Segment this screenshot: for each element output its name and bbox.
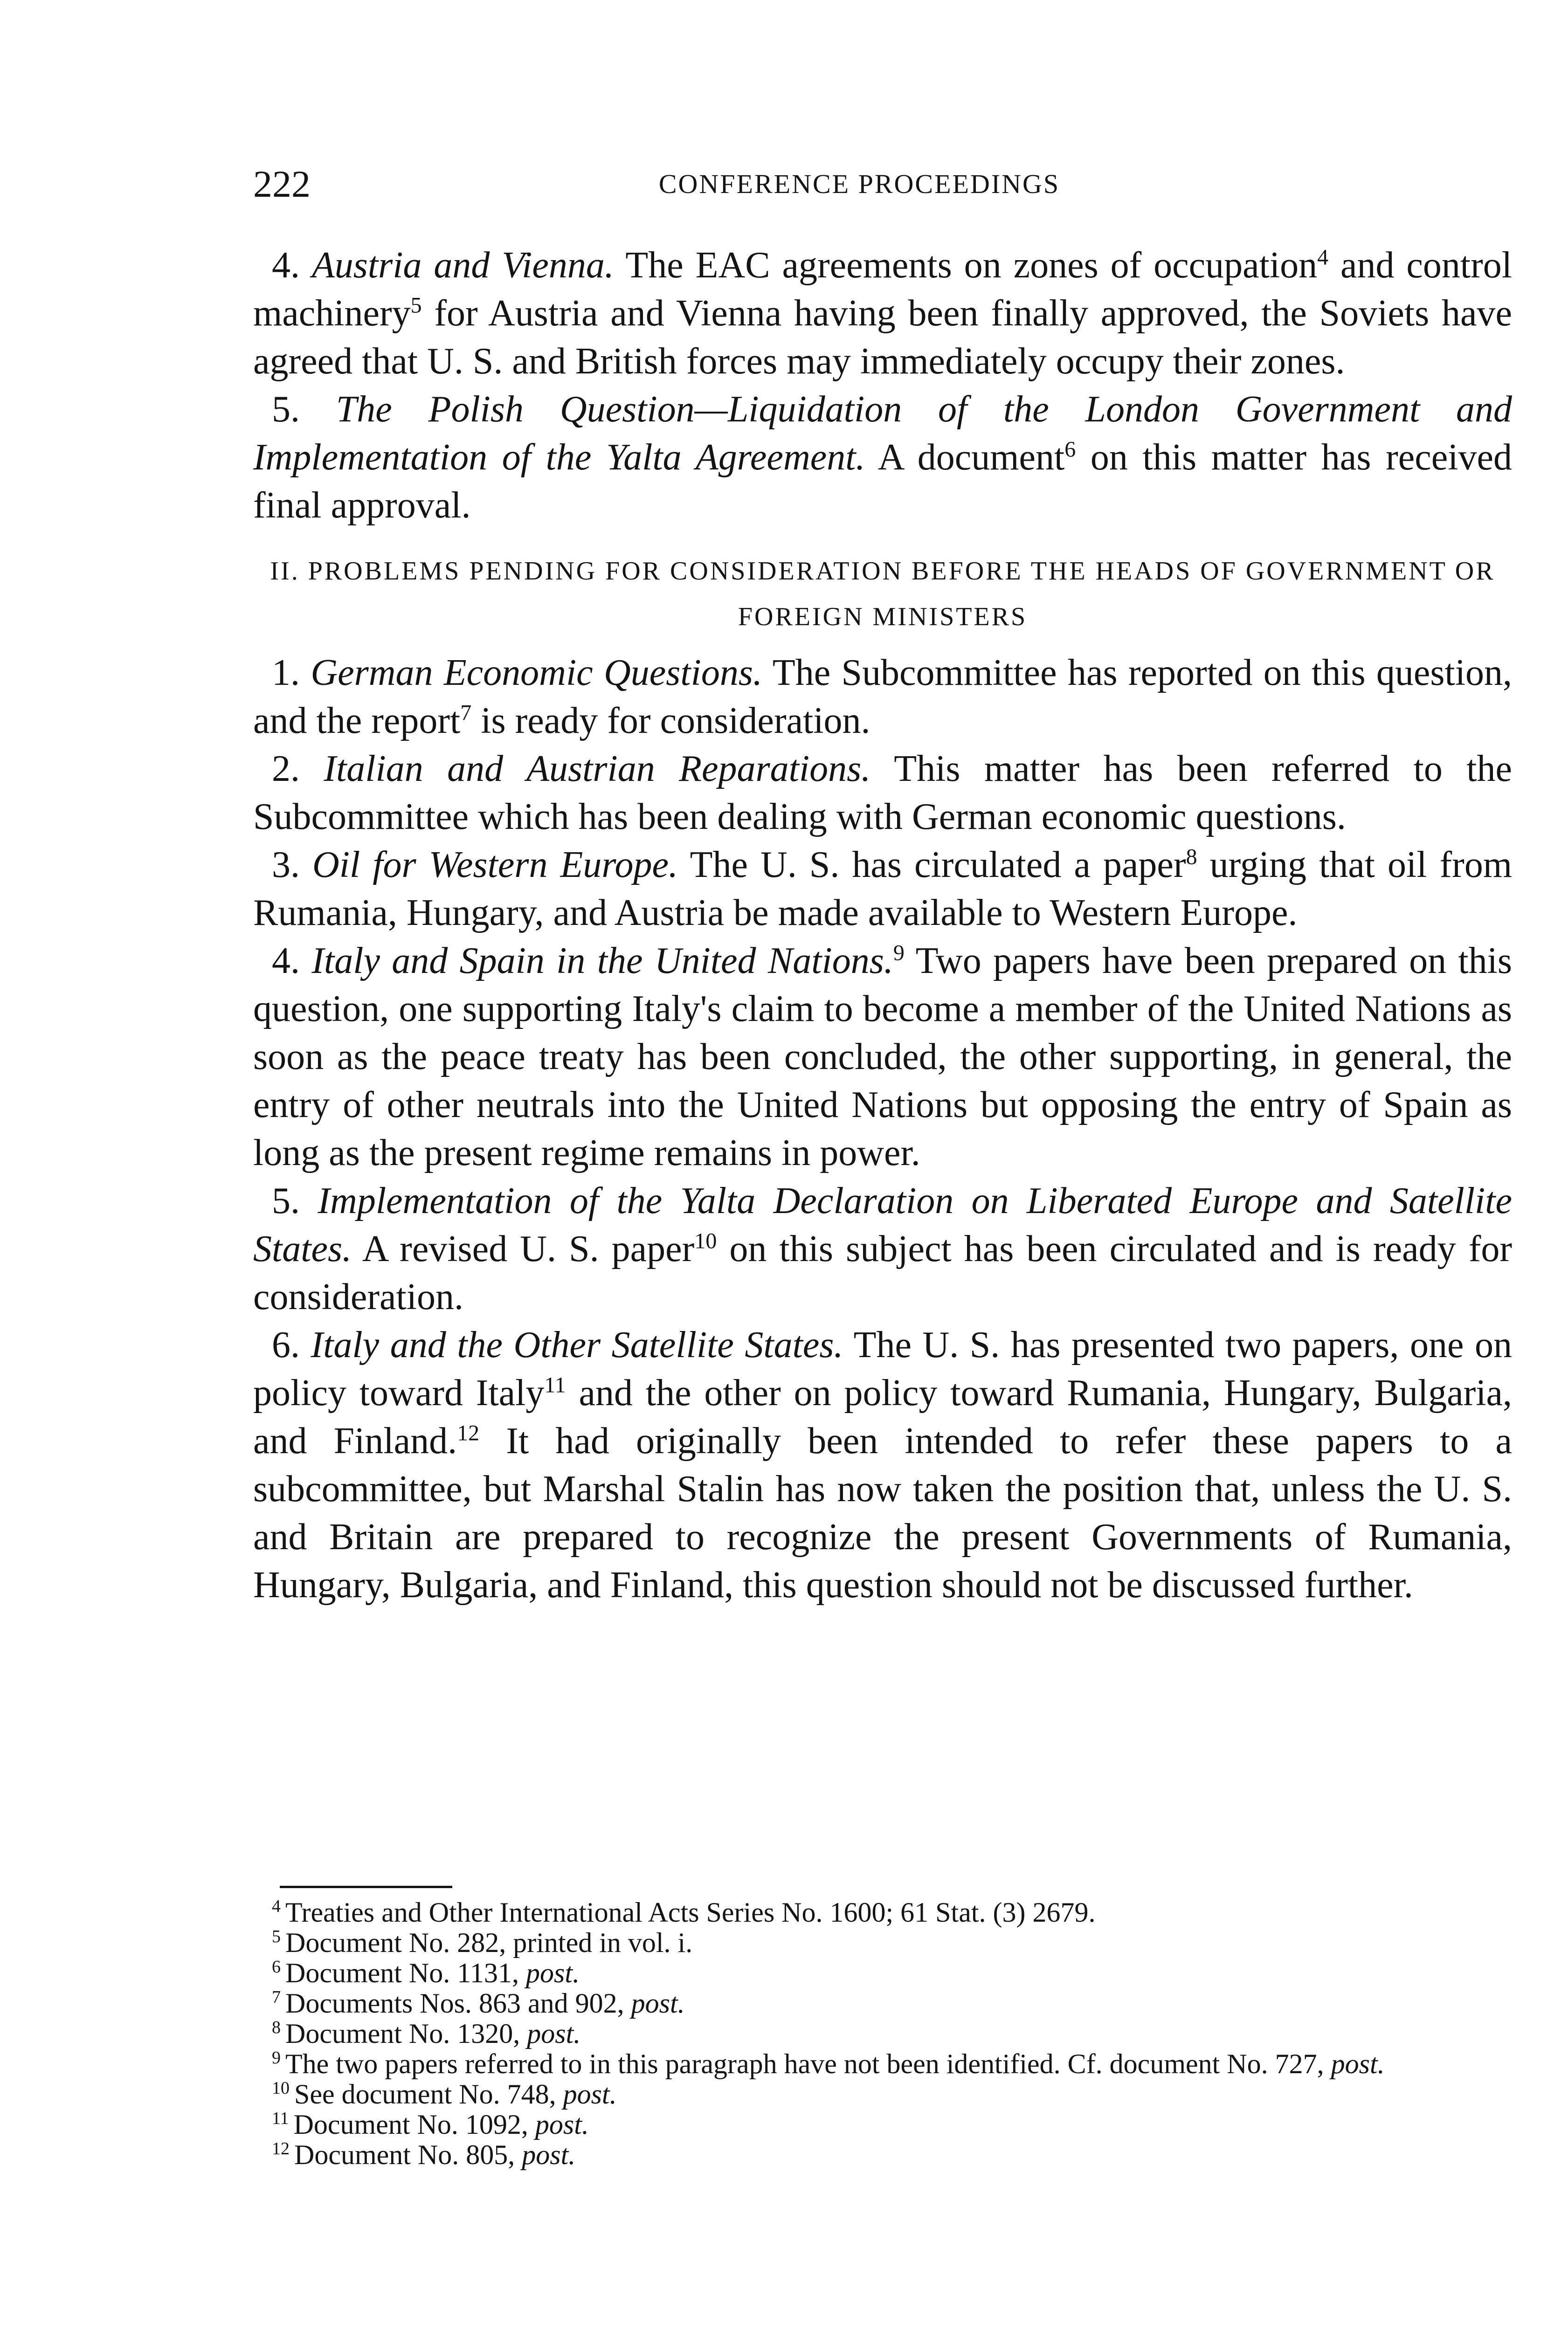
running-title: CONFERENCE PROCEEDINGS bbox=[658, 169, 1060, 199]
item-title: German Economic Questions. bbox=[311, 652, 762, 693]
paragraph-text: for Austria and Vienna having been finally approved, the Soviets have agreed that U. S. and British forces may immediately occupy their zones. bbox=[253, 293, 1513, 382]
item-number: 4. bbox=[272, 940, 300, 981]
section-heading: II. PROBLEMS PENDING FOR CONSIDERATION BEFORE THE HEADS OF GOVERNMENT OR FOREIGN MINISTERS bbox=[270, 557, 1495, 631]
footnote bbox=[253, 2140, 1512, 2170]
item-number: 5. bbox=[272, 1180, 300, 1221]
footnote-divider bbox=[280, 1886, 452, 1888]
paragraph-austria-vienna bbox=[253, 241, 1512, 386]
footnote-ref: 7 bbox=[460, 700, 472, 725]
body-text bbox=[253, 241, 1512, 1609]
page-number: 222 bbox=[253, 163, 311, 205]
footnote-ref: 10 bbox=[694, 1228, 717, 1254]
footnote-number: 7 bbox=[272, 1987, 281, 2007]
footnote-number: 12 bbox=[272, 2139, 290, 2159]
footnote-number: 10 bbox=[272, 2078, 290, 2098]
paragraph-yalta-declaration bbox=[253, 1177, 1512, 1321]
item-title: The Polish Question—Liquidation of the London Government and Implementation of the Yalta Agreement. bbox=[253, 389, 1513, 478]
item-number: 4. bbox=[272, 245, 300, 286]
paragraph-text: Two papers have been prepared on this question, one supporting Italy's claim to become a member of the United Nations as soon as the peace treaty has been concluded, the other supporting, in general, the entry of other neutrals into the United Nations but opposing the entry of Spain as long as the present regime remains in power. bbox=[253, 940, 1512, 1173]
footnote-number: 11 bbox=[272, 2109, 289, 2128]
item-number: 6. bbox=[272, 1324, 300, 1365]
footnote bbox=[253, 1928, 1512, 1958]
footnote-text: Documents Nos. 863 and 902, bbox=[285, 1988, 624, 2019]
footnote-text: The two papers referred to in this paragraph have not been identified. Cf. document No. 727, bbox=[285, 2048, 1324, 2079]
footnote bbox=[253, 1958, 1512, 1988]
footnote-text: Document No. 805, bbox=[294, 2139, 515, 2170]
item-number: 5. bbox=[272, 389, 300, 430]
footnote bbox=[253, 2110, 1512, 2140]
footnote bbox=[253, 2019, 1512, 2049]
footnote-italic: post. bbox=[563, 2079, 617, 2110]
footnote-text: Document No. 1092, bbox=[293, 2109, 528, 2140]
paragraph-text: is ready for consideration. bbox=[481, 700, 870, 741]
paragraph-text: A revised U. S. paper bbox=[362, 1228, 695, 1269]
paragraph-text: on this matter has received final approval. bbox=[253, 437, 1513, 526]
item-title: Italy and the Other Satellite States. bbox=[311, 1324, 843, 1365]
footnote-ref: 6 bbox=[1064, 437, 1076, 462]
footnote-number: 5 bbox=[272, 1927, 281, 1946]
footnote-italic: post. bbox=[631, 1988, 685, 2019]
paragraph-text: and control machinery bbox=[253, 245, 1512, 334]
footnote-text: See document No. 748, bbox=[294, 2079, 556, 2110]
footnotes bbox=[253, 1897, 1512, 2170]
footnote-text: Document No. 1131, bbox=[285, 1958, 519, 1988]
running-head bbox=[253, 159, 1512, 210]
footnote-number: 4 bbox=[272, 1897, 281, 1916]
footnote bbox=[253, 1988, 1512, 2019]
paragraph-text: The Subcommittee has reported on this question, and the report bbox=[253, 652, 1513, 741]
paragraph-text: on this subject has been circulated and is ready for consideration. bbox=[253, 1228, 1513, 1317]
footnote-text: Document No. 282, printed in vol. i. bbox=[285, 1927, 693, 1958]
item-title: Implementation of the Yalta Declaration on Liberated Europe and Satellite States. bbox=[253, 1180, 1513, 1269]
item-number: 1. bbox=[272, 652, 300, 693]
paragraph-german-economic bbox=[253, 649, 1512, 745]
footnote-text: Document No. 1320, bbox=[285, 2018, 520, 2049]
footnote bbox=[253, 2049, 1512, 2079]
paragraph-reparations bbox=[253, 745, 1512, 841]
footnote bbox=[253, 2079, 1512, 2110]
footnote-italic: post. bbox=[526, 1958, 580, 1988]
footnote-text: Treaties and Other International Acts Series No. 1600; 61 Stat. (3) 2679. bbox=[285, 1897, 1096, 1928]
paragraph-text: urging that oil from Rumania, Hungary, and Austria be made available to Western Europe. bbox=[253, 844, 1513, 933]
paragraph-text: The EAC agreements on zones of occupation bbox=[625, 245, 1318, 286]
item-number: 2. bbox=[272, 748, 300, 789]
footnote-italic: post. bbox=[1331, 2048, 1385, 2079]
footnote-ref: 11 bbox=[544, 1372, 566, 1398]
paragraph-text: The U. S. has presented two papers, one on policy toward Italy bbox=[253, 1324, 1513, 1414]
paragraph-oil bbox=[253, 841, 1512, 937]
paragraph-polish-question bbox=[253, 386, 1512, 530]
paragraph-text: This matter has been referred to the Subcommittee which has been dealing with German economic questions. bbox=[253, 748, 1512, 837]
paragraph-text: It had originally been intended to refer these papers to a subcommittee, but Marshal Stalin has now taken the position that, unless the U. S. and Britain are prepared to recognize the present Governments of Rumania, Hungary, Bulgaria, and Finland, this question should not be discussed further. bbox=[253, 1421, 1512, 1606]
paragraph-text: The U. S. has circulated a paper bbox=[690, 844, 1186, 885]
footnote-ref: 8 bbox=[1186, 844, 1197, 869]
item-title: Austria and Vienna. bbox=[311, 245, 614, 286]
paragraph-text: and the other on policy toward Rumania, Hungary, Bulgaria, and Finland. bbox=[253, 1372, 1513, 1462]
footnote-ref: 12 bbox=[457, 1421, 480, 1446]
footnote-number: 9 bbox=[272, 2048, 281, 2068]
footnote-ref: 5 bbox=[410, 293, 422, 318]
item-number: 3. bbox=[272, 844, 300, 885]
footnote-italic: post. bbox=[522, 2139, 576, 2170]
item-title: Italian and Austrian Reparations. bbox=[324, 748, 871, 789]
footnote-ref: 4 bbox=[1317, 245, 1329, 270]
item-title: Oil for Western Europe. bbox=[312, 844, 678, 885]
footnote-italic: post. bbox=[527, 2018, 581, 2049]
item-title: Italy and Spain in the United Nations. bbox=[311, 940, 893, 981]
footnote-number: 6 bbox=[272, 1957, 281, 1977]
paragraph-italy-spain bbox=[253, 937, 1512, 1177]
footnote-number: 8 bbox=[272, 2018, 281, 2037]
footnote bbox=[253, 1897, 1512, 1928]
paragraph-satellite-states bbox=[253, 1321, 1512, 1609]
paragraph-text: A document bbox=[877, 437, 1065, 478]
footnote-ref: 9 bbox=[893, 940, 905, 966]
footnote-italic: post. bbox=[535, 2109, 589, 2140]
